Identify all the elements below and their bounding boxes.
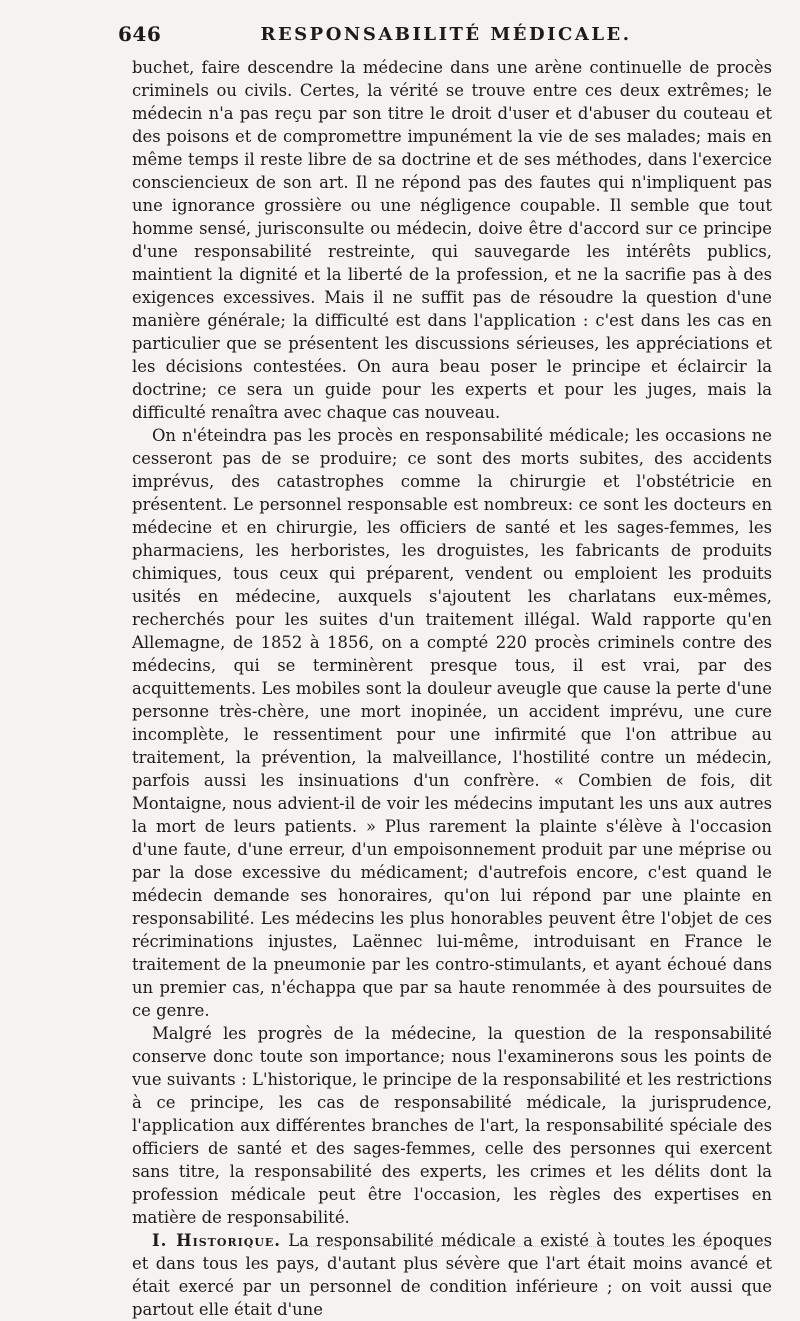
paragraph-continuation: buchet, faire descendre la médecine dans une arène continuelle de procès criminels ou civils. Certes, la vérité se trouve entre ces deux extrêmes; le médecin n'a pas reçu par son titre le droit d'user et d'abuser du couteau et des poisons et de compromettre impunément la vie de ses malades; mais en même temps il reste libre de sa doctrine et de ses méthodes, dans l'exercice consciencieux de son art. Il ne répond pas des fautes qui n'impliquent pas une ignorance grossière ou une négligence coupable. Il semble que tout homme sensé, jurisconsulte ou médecin, doive être d'accord sur ce principe d'une responsabilité restreinte, qui sauvegarde les intérêts publics, maintient la dignité et la liberté de la profession, et ne la sacrifie pas à des exigences excessives. Mais il ne suffit pas de résoudre la question d'une manière générale; la difficulté est dans l'application : c'est dans les cas en particulier que se présentent les discussions sérieuses, les appréciations et les décisions contestées. On aura beau poser le principe et éclaircir la doctrine; ce sera un guide pour les experts et pour les juges, mais la difficulté renaîtra avec chaque cas nouveau. [132,58,772,422]
section-text: La responsabilité médicale a existé à toutes les époques et dans tous les pays, d'autant plus sévère que l'art était moins avancé et était exercé par un personnel de condition inférieure ; on voit aussi que partout elle était d'une [132,1231,772,1319]
page-header [118,22,774,50]
section-heading: I. Historique. [152,1231,282,1250]
paragraph-plan: Malgré les progrès de la médecine, la question de la responsabilité conserve donc toute son importance; nous l'examinerons sous les points de vue suivants : L'historique, le principe de la responsabilité et les restrictions à ce principe, les cas de responsabilité médicale, la jurisprudence, l'application aux différentes branches de l'art, la responsabilité spéciale des officiers de santé et des sages-femmes, celle des personnes qui exercent sans titre, la responsabilité des experts, les crimes et les délits dont la profession médicale peut être l'occasion, les règles des expertises en matière de responsabilité. [132,1024,772,1227]
page-number: 646 [118,22,162,46]
running-title: RESPONSABILITÉ MÉDICALE. [260,24,632,45]
paragraph-historique [132,1229,772,1321]
paragraph-procès: On n'éteindra pas les procès en responsabilité médicale; les occasions ne cesseront pas de se produire; ce sont des morts subites, des accidents imprévus, des catastrophes comme la chirurgie et l'obstétricie en présentent. Le personnel responsable est nombreux: ce sont les docteurs en médecine et en chirurgie, les officiers de santé et les sages-femmes, les pharmaciens, les herboristes, les droguistes, les fabricants de produits chimiques, tous ceux qui préparent, vendent ou emploient les produits usités en médecine, auxquels s'ajoutent les charlatans eux-mêmes, recherchés pour les suites d'un traitement illégal. Wald rapporte qu'en Allemagne, de 1852 à 1856, on a compté 220 procès criminels contre des médecins, qui se terminèrent presque tous, il est vrai, par des acquittements. Les mobiles sont la douleur aveugle que cause la perte d'une personne très-chère, une mort inopinée, un accident imprévu, une cure incomplète, le ressentiment pour une infirmité que l'on attribue au traitement, la prévention, la malveillance, l'hostilité contre un médecin, parfois aussi les insinuations d'un confrère. « Combien de fois, dit Montaigne, nous advient-il de voir les médecins imputant les uns aux autres la mort de leurs patients. » Plus rarement la plainte s'élève à l'occasion d'une faute, d'une erreur, d'un empoisonnement produit par une méprise ou par la dose excessive du médicament; d'autrefois encore, c'est quand le médecin demande ses honoraires, qu'on lui répond par une plainte en responsabilité. Les médecins les plus honorables peuvent être l'objet de ces récriminations injustes, Laënnec lui-même, introduisant en France le traitement de la pneumonie par les contro-stimulants, et ayant échoué dans un premier cas, n'échappa que par sa haute renommée à des poursuites de ce genre. [132,426,772,1020]
body-text [132,56,772,1321]
scan-artifact-line [300,1246,770,1251]
